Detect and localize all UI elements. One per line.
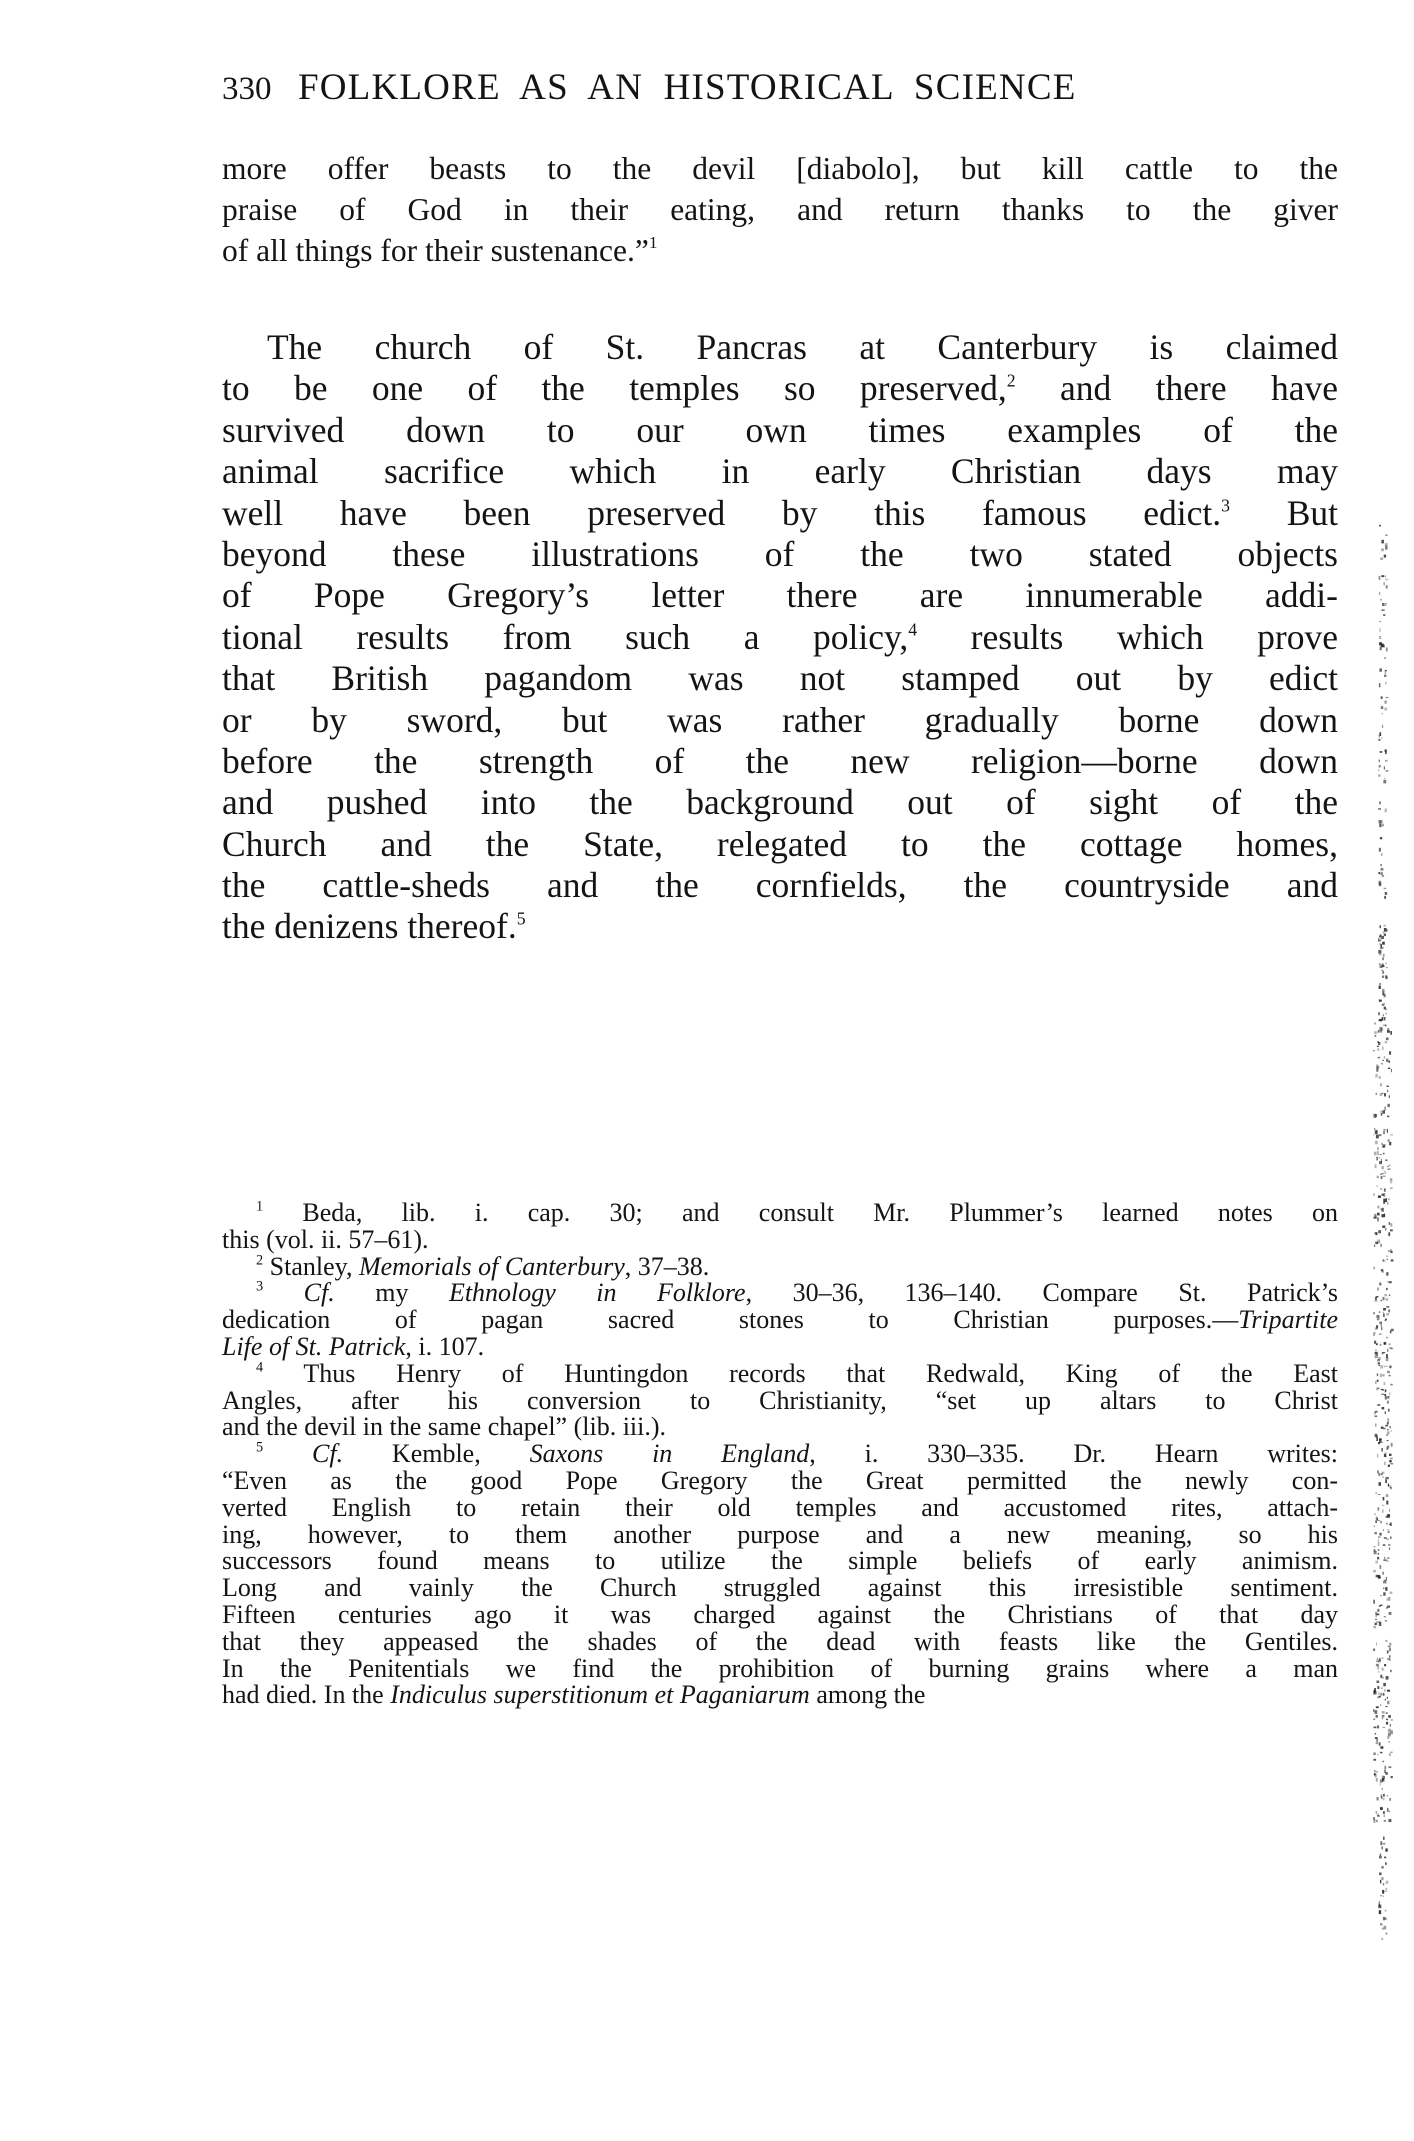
footnote-reference[interactable]: 2 [1006, 371, 1016, 392]
text-span: The church of St. Pancras at Canterbury is claimed [267, 327, 1338, 367]
text-span: survived down to our own times examples of the [222, 409, 1338, 450]
running-header [222, 66, 1338, 111]
italic-title: Life of St. Patrick [222, 1331, 406, 1361]
text-line [222, 575, 1338, 616]
text-span: ing, however, to them another purpose and a new meaning, so his [222, 1519, 1338, 1549]
footnote-number: 3 [256, 1278, 264, 1295]
footnote-line [222, 1519, 1338, 1549]
footnote-5 [222, 1441, 1338, 1709]
footnote-line [222, 1548, 1338, 1575]
text-span: In the Penitentials we find the prohibition of burning grains where a man [222, 1653, 1338, 1683]
text-line [222, 493, 1338, 534]
text-line: praise of God in their eating, and return thanks to the giver [222, 192, 1338, 227]
footnote-line [222, 1465, 1338, 1495]
footnote-line [222, 1280, 1338, 1307]
text-span: verted English to retain their old temples and accustomed rites, attach- [222, 1492, 1338, 1522]
text-span [263, 1439, 312, 1468]
text-line [222, 534, 1338, 575]
text-span: of Pope Gregory’s letter there are innumerable addi- [222, 575, 1338, 616]
text-span: among the [809, 1680, 926, 1710]
text-span: “Even as the good Pope Gregory the Great permitted the newly con- [222, 1465, 1338, 1495]
footnote-2 [222, 1251, 1338, 1281]
text-span: beyond these illustrations of the two stated objects [222, 533, 1338, 574]
text-span: Fifteen centuries ago it was charged against the Christians of that day [222, 1599, 1338, 1629]
text-line [222, 410, 1338, 451]
footnote-line [222, 1331, 1338, 1361]
text-line [222, 906, 1338, 947]
text-span: that British pagandom was not stamped out by edict [222, 658, 1338, 699]
italic-title: Tripartite [1238, 1305, 1338, 1335]
footnote-4 [222, 1358, 1338, 1442]
footnote-3 [222, 1280, 1338, 1360]
text-span: the cattle-sheds and the cornfields, the countryside and [222, 865, 1338, 906]
text-line [222, 700, 1338, 741]
text-span: Angles, after his conversion to Christianity, “set up altars to Christ [222, 1385, 1338, 1415]
text-span: dedication of pagan sacred stones to Christian purposes.— [222, 1305, 1239, 1335]
footnote-line [222, 1251, 1338, 1281]
footnote-reference[interactable]: 3 [1221, 495, 1231, 516]
running-title: FOLKLORE AS AN HISTORICAL SCIENCE [297, 67, 1077, 108]
scan-gutter-noise [1368, 520, 1404, 1940]
footnote-line [222, 1385, 1338, 1415]
footnote-number: 5 [256, 1439, 264, 1456]
page-number: 330 [222, 71, 272, 107]
text-span: that they appeased the shades of the dead with feasts like the Gentiles. [222, 1626, 1338, 1656]
text-line [222, 741, 1338, 782]
text-line [222, 451, 1338, 492]
footnote-line [222, 1358, 1338, 1388]
footnote-line [222, 1307, 1338, 1334]
text-span: , i. 330–335. Dr. Hearn writes: [809, 1439, 1338, 1469]
text-line [222, 368, 1338, 409]
text-span [263, 1278, 304, 1307]
text-span: results which prove [917, 616, 1338, 657]
text-span: and there have [1015, 368, 1338, 409]
text-span: of all things for their sustenance.” [222, 233, 649, 268]
footnote-line [222, 1224, 1338, 1254]
footnote-line [222, 1682, 1338, 1709]
footnote-line [222, 1653, 1338, 1683]
footnote-line [222, 1599, 1338, 1629]
italic-title: Memorials of Canterbury [358, 1251, 625, 1281]
text-line [222, 824, 1338, 865]
footnote-reference[interactable]: 4 [908, 619, 918, 640]
text-span: to be one of the temples so preserved, [222, 368, 1007, 409]
text-span: , 37–38. [624, 1251, 710, 1281]
text-span: tional results from such a policy, [222, 616, 909, 657]
text-span: the denizens thereof. [222, 906, 517, 947]
footnote-reference[interactable]: 5 [516, 909, 526, 930]
text-span: this (vol. ii. 57–61). [222, 1224, 429, 1254]
footnote-line [222, 1492, 1338, 1522]
italic-title: Saxons in England [529, 1439, 810, 1469]
italic-title: Cf. [303, 1278, 335, 1308]
text-line [222, 865, 1338, 906]
footnote-number: 2 [256, 1251, 264, 1268]
text-span: Stanley, [263, 1251, 359, 1281]
text-span: my [334, 1278, 449, 1308]
text-span: Thus Henry of Huntingdon records that Redwald, King of the East [263, 1358, 1338, 1388]
footnote-1 [222, 1200, 1338, 1254]
text-span: and pushed into the background out of sight of the [222, 782, 1338, 823]
text-line [222, 230, 1338, 271]
italic-title: Ethnology in Folklore [448, 1278, 746, 1308]
text-line [222, 617, 1338, 658]
footnote-line [222, 1441, 1338, 1468]
footnote-line [222, 1626, 1338, 1656]
italic-title: Indiculus superstitionum et Paganiarum [390, 1680, 810, 1710]
text-span: had died. In the [222, 1680, 391, 1710]
text-span: Beda, lib. i. cap. 30; and consult Mr. Plummer’s learned notes on [263, 1198, 1338, 1227]
text-span: well have been preserved by this famous edict. [222, 492, 1222, 533]
main-paragraph [222, 327, 1338, 948]
text-span: animal sacrifice which in early Christian days may [222, 451, 1338, 492]
text-span: , 30–36, 136–140. Compare St. Patrick’s [745, 1278, 1338, 1308]
footnotes-section [222, 1200, 1338, 1709]
text-span: before the strength of the new religion—borne down [222, 740, 1338, 781]
text-line: more offer beasts to the devil [diabolo], but kill cattle to the [222, 151, 1338, 186]
footnote-number: 1 [256, 1198, 264, 1215]
text-span: Kemble, [343, 1439, 530, 1469]
text-line [222, 782, 1338, 823]
text-span: Church and the State, relegated to the cottage homes, [222, 823, 1338, 864]
footnote-number: 4 [256, 1359, 264, 1376]
text-span: successors found means to utilize the simple beliefs of early animism. [222, 1546, 1338, 1576]
footnote-reference[interactable]: 1 [648, 233, 658, 253]
text-span: or by sword, but was rather gradually borne down [222, 699, 1338, 740]
footnote-line [222, 1575, 1338, 1602]
text-line [222, 658, 1338, 699]
footnote-line [222, 1414, 1338, 1441]
continued-paragraph [222, 148, 1338, 271]
text-span: But [1230, 492, 1338, 533]
text-line [222, 327, 1338, 368]
italic-title: Cf. [312, 1439, 344, 1469]
text-span: Long and vainly the Church struggled against this irresistible sentiment. [222, 1573, 1338, 1603]
text-span: and the devil in the same chapel” (lib. iii.). [222, 1412, 667, 1442]
footnote-line [222, 1200, 1338, 1227]
text-span: , i. 107. [405, 1331, 485, 1361]
